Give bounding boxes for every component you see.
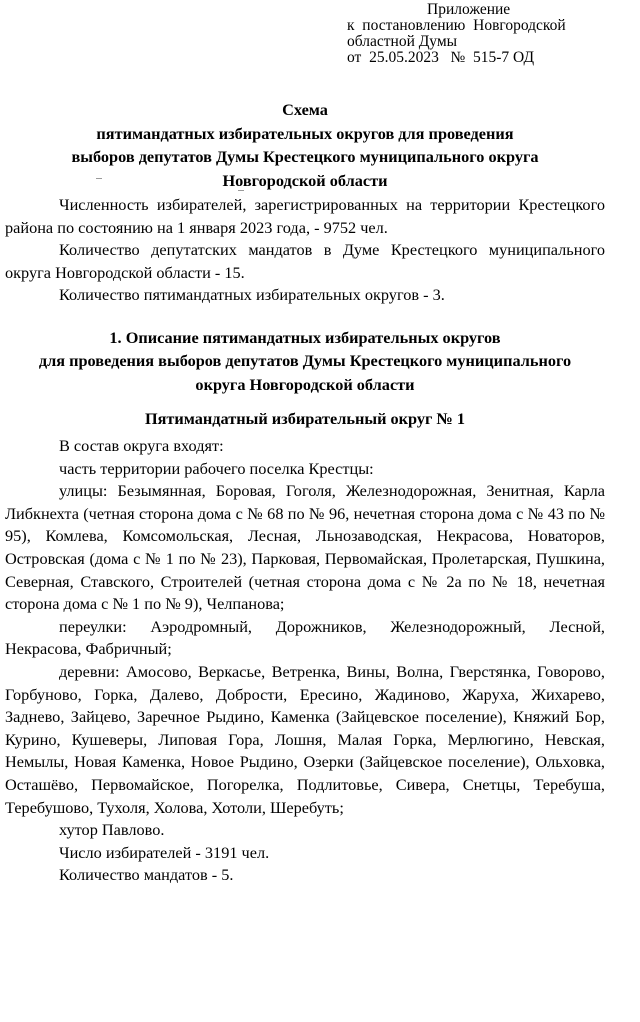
document-header (5, 98, 605, 192)
annex-resolution-line: к постановлению Новгородской (347, 17, 566, 34)
district-villages: деревни: Амосово, Веркасье, Ветренка, Вины, Волна, Гверстянка, Говорово, Горбуново, Горка, Далево, Добрости, Ересино, Жадиново, Жаруха, Жихарево, Заднево, Зайцево, Заречное Рыдино, Каменка (Зайцевское поселение), Княжий Бор, Курино, Кушеверы, Липовая Гора, Лошня, Малая Горка, Мерлюгино, Невская, Немылы, Новая Каменка, Новое Рыдино, Озерки (Зайцевское поселение), Ольховка, Осташёво, Первомайское, Погорелка, Подлитовье, Сивера, Снетцы, Теребуша, Теребушово, Тухоля, Холова, Хотоли, Шеребуть; (5, 662, 605, 817)
document-subtitle-line-2: выборов депутатов Думы Крестецкого муниципального округа (71, 147, 539, 166)
district-lanes: переулки: Аэродромный, Дорожников, Железнодорожный, Лесной, Некрасова, Фабричный; (5, 616, 605, 659)
section-heading (5, 326, 605, 397)
district-composition: В состав округа входят: (59, 436, 224, 456)
district-farm: хутор Павлово. (59, 820, 165, 840)
district-heading: Пятимандатный избирательный округ № 1 (144, 409, 466, 429)
intro-mandates-paragraph: Количество депутатских мандатов в Думе Крестецкого муниципального округа Новгородской области - 15. (5, 240, 605, 282)
scan-mark (238, 190, 244, 191)
document-body (5, 98, 605, 887)
annex-label: Приложение (427, 1, 511, 18)
district-streets: улицы: Безымянная, Боровая, Гоголя, Железнодорожная, Зенитная, Карла Либкнехта (четная сторона дома с № 68 по № 96, нечетная сторона дома с № 43 по № 95), Комлева, Комсомольская, Лесная, Льнозаводская, Некрасова, Новаторов, Островская (дома с № 1 по № 23), Парковая, Первомайская, Пролетарская, Пушкина, Северная, Ставского, Строителей (четная сторона дома с № 2а по № 18, нечетная сторона дома с № 1 по № 9), Челпанова; (5, 481, 605, 614)
annex-authority-line: областной Думы (347, 33, 458, 50)
district-territory: часть территории рабочего поселка Крестцы: (59, 458, 374, 478)
annex-stamp (347, 2, 632, 66)
document-subtitle-line-1: пятимандатных избирательных округов для проведения (96, 123, 514, 143)
intro-voters-paragraph: Численность избирателей, зарегистрированных на территории Крестецкого района по состоянию на 1 января 2023 года, - 9752 чел. (5, 195, 605, 237)
annex-date-number-line: от 25.05.2023 № 515-7 ОД (347, 49, 535, 66)
district-mandates: Количество мандатов - 5. (59, 865, 234, 885)
section-heading-line-2: для проведения выборов депутатов Думы Крестецкого муниципального (38, 351, 572, 371)
scan-mark (96, 178, 102, 179)
document-title: Схема (282, 100, 328, 119)
section-heading-line-3: округа Новгородской области (195, 374, 415, 394)
district-voters: Число избирателей - 3191 чел. (59, 842, 270, 862)
section-heading-line-1: 1. Описание пятимандатных избирательных округов (109, 327, 501, 347)
intro-districts-paragraph: Количество пятимандатных избирательных округов - 3. (59, 285, 445, 305)
document-subtitle-line-3: Новгородской области (222, 170, 388, 190)
